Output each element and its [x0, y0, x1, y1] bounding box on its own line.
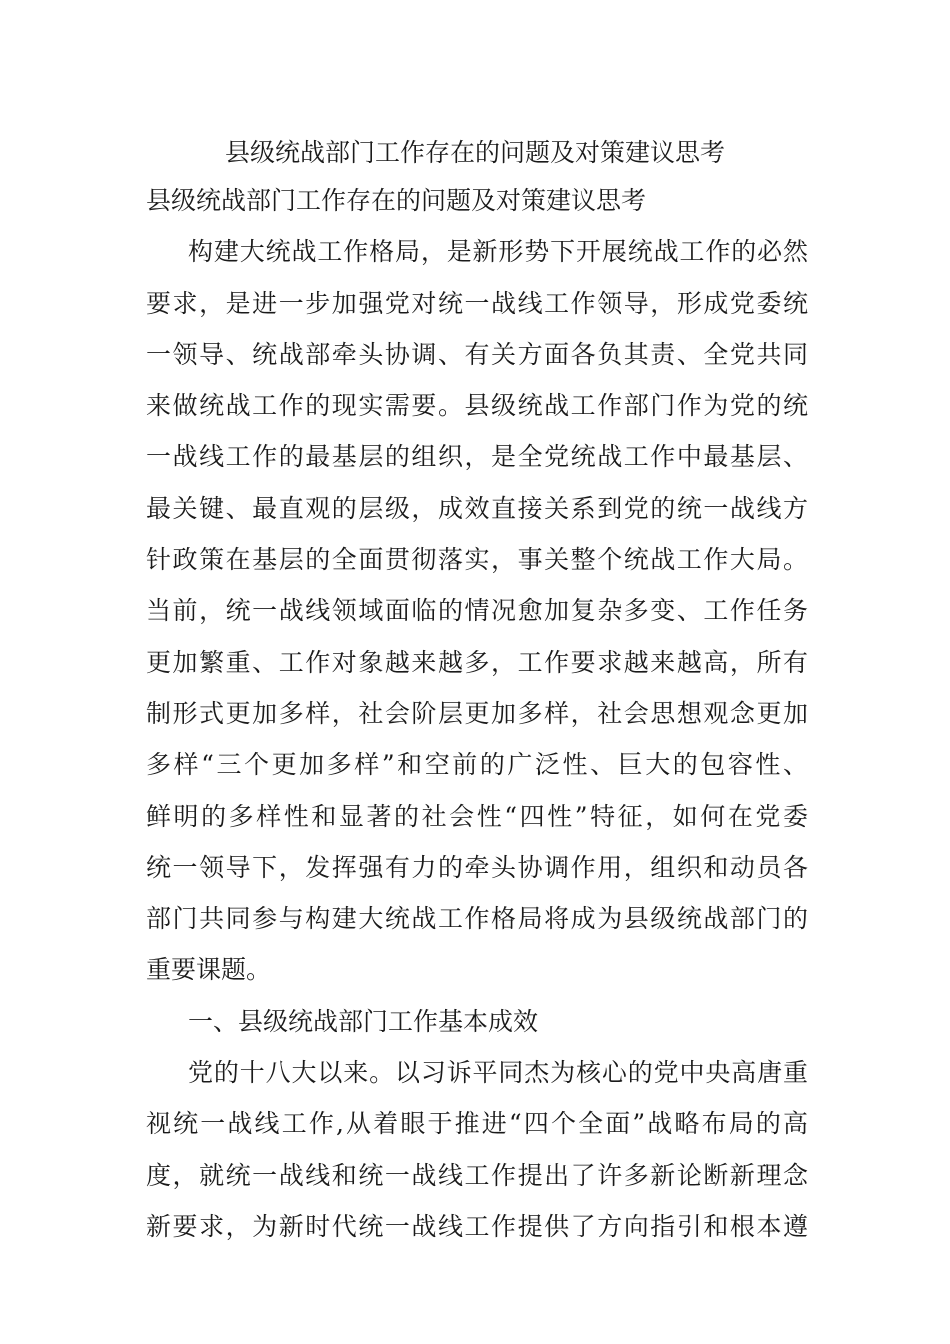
paragraph-line: 新要求，为新时代统一战线工作提供了方向指引和根本遵: [146, 1211, 808, 1241]
paragraph-line: 鲜明的多样性和显著的社会性“四性”特征，如何在党委: [146, 801, 808, 831]
document-title: 县级统战部门工作存在的问题及对策建议思考: [224, 138, 725, 167]
paragraph-line: 度，就统一战线和统一战线工作提出了许多新论断新理念: [146, 1160, 808, 1190]
paragraph-line: 当前，统一战线领域面临的情况愈加复杂多变、工作任务: [146, 596, 808, 626]
section-heading: 一、县级统战部门工作基本成效: [188, 1006, 539, 1036]
paragraph-line: 重要课题。: [146, 955, 272, 985]
document-body: [146, 181, 808, 1258]
paragraph-line: 党的十八大以来。以习诉平同杰为核心的党中央高唐重: [188, 1058, 808, 1088]
paragraph-line: 统一领导下，发挥强有力的牵头协调作用，组织和动员各: [146, 852, 808, 882]
paragraph-line: 针政策在基层的全面贯彻落实，事关整个统战工作大局。: [146, 545, 808, 575]
paragraph-line: 一领导、统战部牵头协调、有关方面各负其责、全党共同: [146, 339, 808, 369]
paragraph-line: 视统一战线工作,从着眼于推进“四个全面”战略布局的高: [146, 1109, 808, 1139]
paragraph-line: 最关键、最直观的层级，成效直接关系到党的统一战线方: [146, 493, 808, 523]
paragraph-line: 要求，是进一步加强党对统一战线工作领导，形成党委统: [146, 288, 808, 318]
paragraph-line: 多样“三个更加多样”和空前的广泛性、巨大的包容性、: [146, 750, 808, 780]
document-subtitle: 县级统战部门工作存在的问题及对策建议思考: [146, 186, 647, 215]
paragraph-line: 制形式更加多样，社会阶层更加多样，社会思想观念更加: [146, 698, 808, 728]
paragraph-intro: [146, 232, 808, 1001]
paragraph-line: 部门共同参与构建大统战工作格局将成为县级统战部门的: [146, 904, 808, 934]
paragraph-line: 构建大统战工作格局，是新形势下开展统战工作的必然: [188, 237, 808, 267]
paragraph-line: 更加繁重、工作对象越来越多，工作要求越来越高，所有: [146, 647, 808, 677]
paragraph-line: 来做统战工作的现实需要。县级统战工作部门作为党的统: [146, 391, 808, 421]
paragraph-line: 一战线工作的最基层的组织，是全党统战工作中最基层、: [146, 442, 808, 472]
paragraph-achievements: [146, 1053, 808, 1258]
